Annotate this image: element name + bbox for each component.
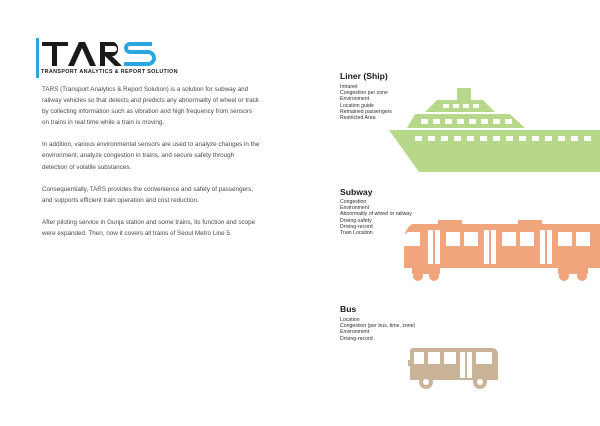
list-item: Driving-record bbox=[340, 335, 373, 342]
list-item: Congestion (per bus, time, zone) bbox=[340, 323, 416, 330]
list-item: Congestion bbox=[340, 199, 367, 205]
list-item: Environment bbox=[340, 205, 370, 212]
list-item: Driving-record bbox=[340, 223, 373, 230]
list-item: Location bbox=[340, 317, 360, 323]
logo-subtitle: TRANSPORT ANALYTICS & REPORT SOLUTION bbox=[41, 69, 178, 75]
ship-icon bbox=[385, 84, 600, 172]
subway-train-icon bbox=[398, 220, 600, 282]
bus-icon bbox=[408, 346, 500, 390]
tars-logo bbox=[36, 38, 176, 78]
intro-text bbox=[42, 84, 260, 250]
list-item: Restricted Area bbox=[340, 115, 376, 122]
list-item: Driving-safety bbox=[340, 217, 372, 224]
list-item: Congestion per zone bbox=[340, 90, 388, 97]
intro-paragraph-1: TARS (Transport Analytics & Report Solution) is a solution for subway and railway vehicles so that detects and predicts any abnormality of wheel or track by collecting information such as vibration and high frequency from sensors on trains in real time while a train is moving. bbox=[42, 86, 259, 127]
intro-paragraph-2: In addition, various environmental sensors are used to analyze changes in the environment, analyze congestion in trains, and secure safety through detection of volatile substances. bbox=[42, 141, 260, 171]
tars-logo-wordmark bbox=[40, 38, 172, 68]
list-item: Location guide bbox=[340, 102, 374, 109]
bus-feature-list bbox=[340, 317, 415, 342]
bus-section-title: Bus bbox=[340, 304, 357, 314]
intro-paragraph-4: After piloting service in Gunja station and some trains, its function and scope were expanded. Then, now it covers all trains of Seoul Metro Line 5. bbox=[42, 218, 256, 237]
list-item: Remained passengers bbox=[340, 108, 392, 115]
list-item: Abnormality of wheel or railway bbox=[340, 211, 412, 218]
list-item: Environment bbox=[340, 329, 370, 336]
liner-section-title: Liner (Ship) bbox=[340, 71, 388, 81]
list-item: Intranet bbox=[340, 84, 358, 90]
list-item: Train Location bbox=[340, 230, 373, 237]
list-item: Environment bbox=[340, 96, 370, 103]
logo-accent-bar bbox=[36, 38, 39, 78]
intro-paragraph-3: Consequentially, TARS provides the convenience and safety of passengers, and supports efficient train operation and cost reduction. bbox=[42, 185, 254, 204]
subway-section-title: Subway bbox=[340, 187, 373, 197]
